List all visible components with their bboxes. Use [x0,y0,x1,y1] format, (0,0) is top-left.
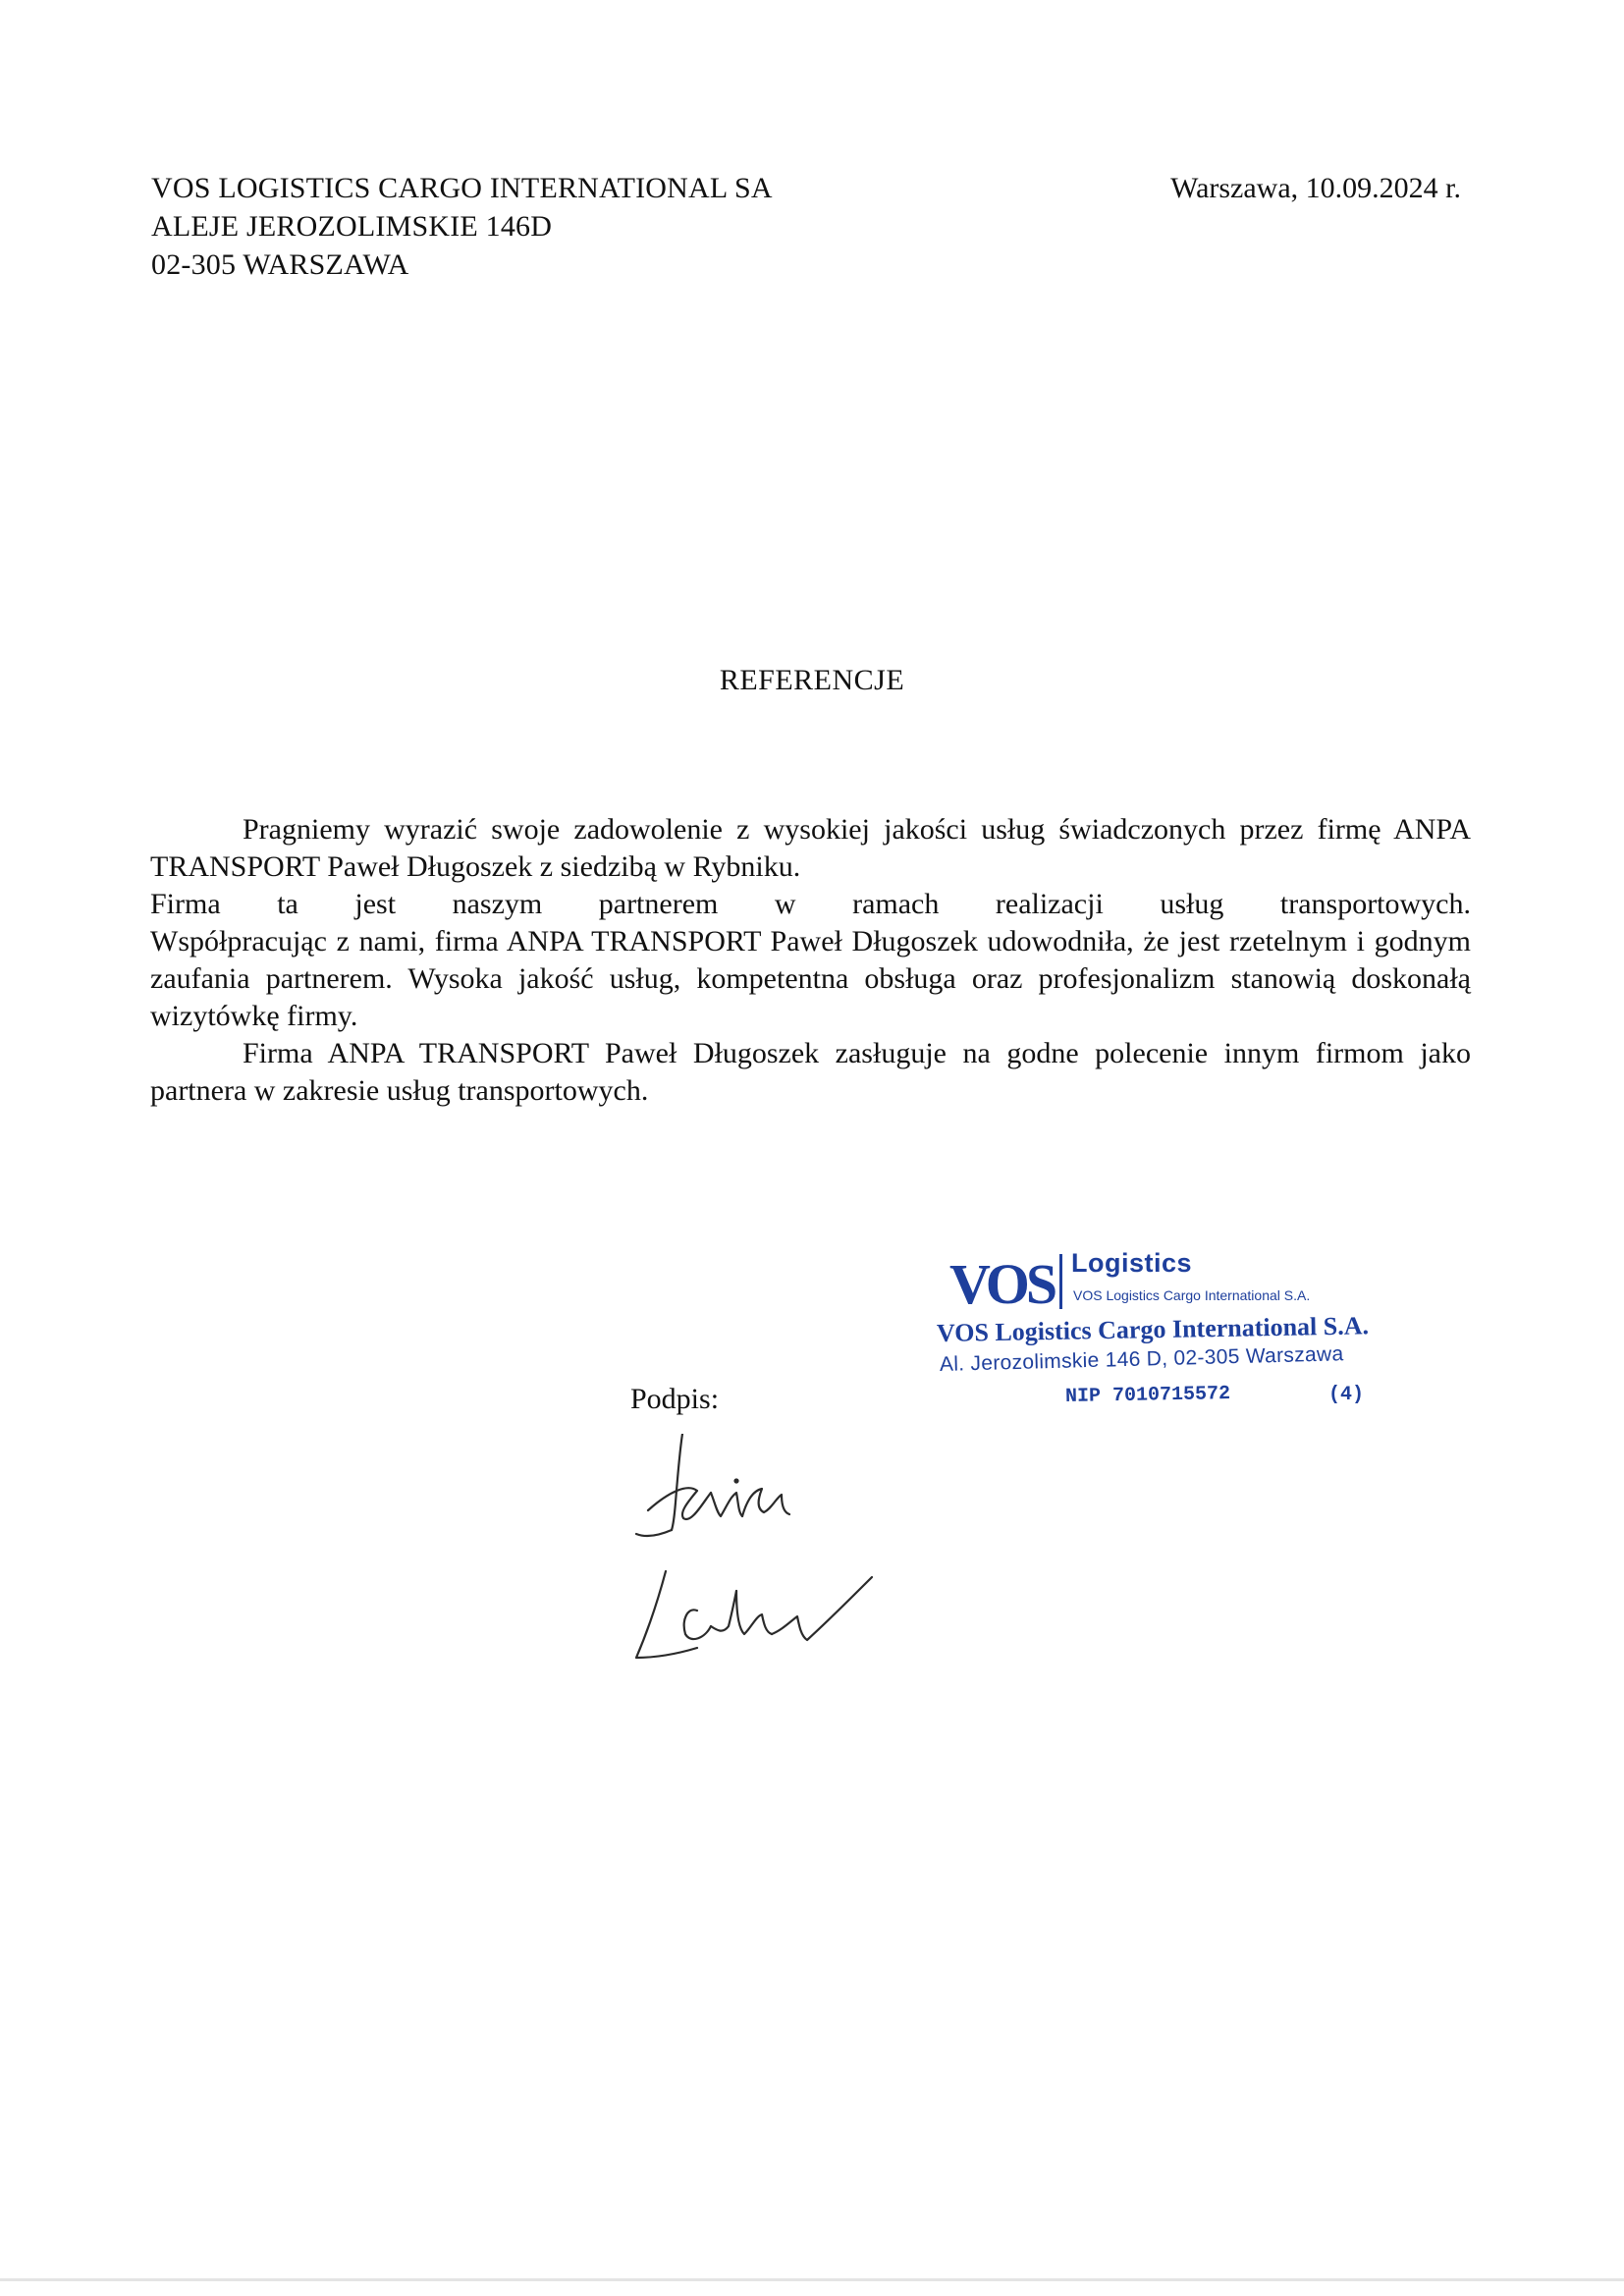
sender-company: VOS LOGISTICS CARGO INTERNATIONAL SA [151,172,773,204]
handwritten-signature-icon [589,1434,903,1689]
body-paragraph-1: Pragniemy wyrazić swoje zadowolenie z wysokiej jakości usług świadczonych przez firmę ANPA TRANSPORT Paweł Długoszek z siedzibą w Rybniku. [150,813,1471,883]
svg-text:VOS: VOS [949,1252,1055,1309]
letter-date: Warszawa, 10.09.2024 r. [1170,172,1461,204]
sender-address [151,169,773,284]
stamp-number: (4) [1328,1384,1365,1406]
body-paragraph-2: Współpracując z nami, firma ANPA TRANSPORT Paweł Długoszek udowodniła, że jest rzetelnym i godnym zaufania partnerem. Wysoka jakość usług, kompetentna obsługa oraz profesjonalizm stanowią doskonałą wizytówkę firmy. [150,925,1471,1032]
body-paragraph-3: Firma ANPA TRANSPORT Paweł Długoszek zasługuje na godne polecenie innym firmom jako partnera w zakresie usług transportowych. [150,1037,1471,1107]
vos-logo-icon [947,1250,1056,1309]
body-paragraph-2-line-1: Firma ta jest naszym partnerem w ramach realizacji usług transportowych. [150,888,1471,920]
sender-street: ALEJE JEROZOLIMSKIE 146D [151,210,553,243]
company-stamp [928,1242,1399,1429]
sender-city: 02-305 WARSZAWA [151,248,409,281]
stamp-address: Al. Jerozolimskie 146 D, 02-305 Warszawa [939,1342,1344,1376]
letter-body [150,811,1471,1110]
signature-label: Podpis: [630,1383,720,1415]
stamp-subtitle: VOS Logistics Cargo International S.A. [1073,1287,1311,1303]
stamp-divider [1059,1254,1062,1309]
document-title: REFERENCJE [719,664,905,696]
scan-edge-line [0,2278,1624,2281]
stamp-company: VOS Logistics Cargo International S.A. [936,1311,1370,1347]
stamp-logistics: Logistics [1071,1248,1193,1278]
stamp-nip: NIP 7010715572 [1064,1383,1231,1408]
